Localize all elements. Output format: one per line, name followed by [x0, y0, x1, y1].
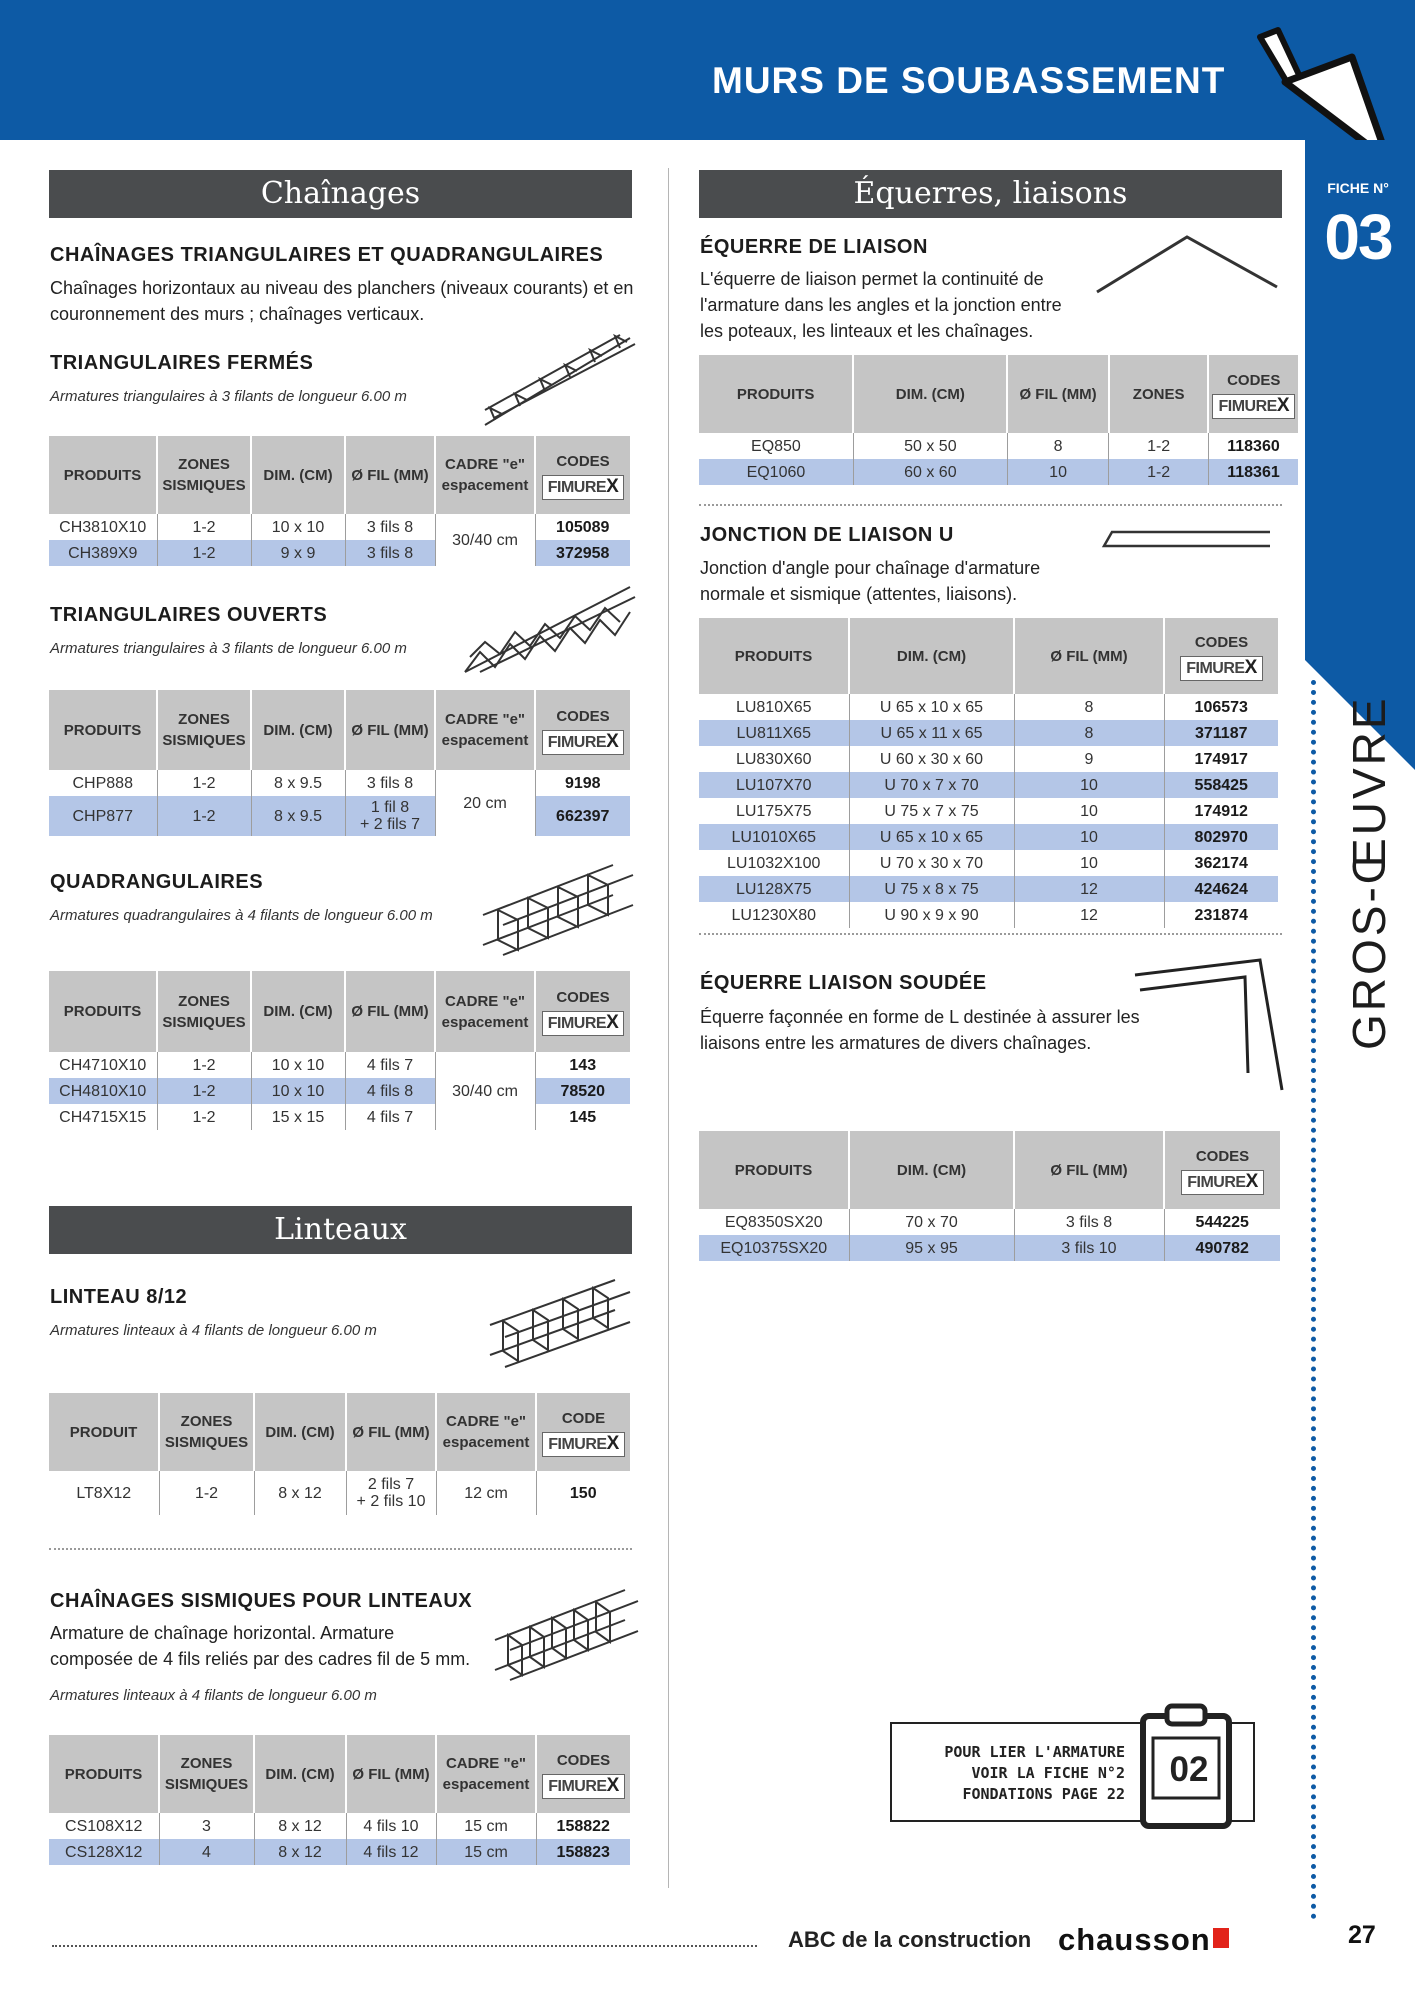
fiche-number: 03	[1324, 201, 1392, 273]
fimurex-logo: FIMUREX	[1180, 656, 1263, 681]
col-header-codes: CODES FIMUREX	[535, 436, 630, 514]
jonction-u-image	[1100, 528, 1275, 552]
table-row: LU1032X100 U 70 x 30 x 70 10 362174	[699, 850, 1278, 876]
column-divider	[668, 168, 669, 1888]
subsection-description: Équerre façonnée en forme de L destinée à assurer les liaisons entre les armatures de divers chaînages.	[700, 1007, 1140, 1053]
subsection-heading: ÉQUERRE DE LIAISON	[700, 236, 928, 258]
rebar-triangular-open-image	[460, 582, 640, 677]
table-jonction-u	[699, 618, 1278, 928]
col-header: CADRE "e" espacement	[435, 690, 535, 770]
table-row: LU810X65 U 65 x 10 x 65 8 106573	[699, 694, 1278, 720]
table-row: LU128X75 U 75 x 8 x 75 12 424624	[699, 876, 1278, 902]
section-band-linteaux: Linteaux	[49, 1206, 632, 1254]
col-header: ZONES SISMIQUES	[157, 436, 251, 514]
table-quadrangulaires	[49, 971, 630, 1130]
col-header: PRODUITS	[49, 971, 157, 1052]
table-row: LU811X65 U 65 x 11 x 65 8 371187	[699, 720, 1278, 746]
col-header-codes: CODES FIMUREX	[535, 690, 630, 770]
col-header: DIM. (CM)	[254, 1735, 346, 1813]
fimurex-logo: FIMUREX	[542, 1774, 625, 1799]
footer-title: ABC de la construction	[788, 1927, 1032, 1952]
brand-mark-icon	[1213, 1928, 1229, 1948]
col-header: PRODUITS	[699, 618, 849, 694]
table-row: EQ850 50 x 50 8 1-2 118360	[699, 433, 1298, 459]
col-header: DIM. (CM)	[251, 971, 345, 1052]
col-header-codes: CODES FIMUREX	[1164, 1131, 1280, 1209]
col-header: CADRE "e" espacement	[435, 971, 535, 1052]
col-header: Ø FIL (MM)	[345, 690, 435, 770]
col-header-codes: CODE FIMUREX	[536, 1393, 630, 1471]
col-header: ZONES SISMIQUES	[159, 1393, 254, 1471]
table-row: CH389X9 1-2 9 x 9 3 fils 8 372958	[49, 540, 630, 566]
col-header: DIM. (CM)	[251, 436, 345, 514]
col-header: PRODUITS	[699, 355, 853, 433]
table-row: LU830X60 U 60 x 30 x 60 9 174917	[699, 746, 1278, 772]
subsection-note: Armatures triangulaires à 3 filants de longueur 6.00 m	[50, 640, 407, 657]
subsection-heading: ÉQUERRE LIAISON SOUDÉE	[700, 972, 987, 994]
equerre-soudee-image	[1130, 955, 1290, 1095]
separator	[49, 1548, 632, 1550]
table-equerre-liaison	[699, 355, 1298, 485]
col-header: PRODUITS	[699, 1131, 849, 1209]
subsection-note: Armatures triangulaires à 3 filants de longueur 6.00 m	[50, 388, 407, 405]
col-header: ZONES SISMIQUES	[157, 971, 251, 1052]
col-header: CADRE "e" espacement	[435, 436, 535, 514]
col-header: DIM. (CM)	[853, 355, 1007, 433]
rebar-quadrangular-image	[478, 860, 638, 960]
subsection-heading: TRIANGULAIRES OUVERTS	[50, 604, 328, 626]
table-row: CH4710X10 1-2 10 x 10 4 fils 7 30/40 cm 143	[49, 1052, 630, 1078]
separator	[699, 504, 1282, 506]
col-header: Ø FIL (MM)	[345, 436, 435, 514]
col-header: ZONES SISMIQUES	[159, 1735, 254, 1813]
page-number: 27	[1348, 1921, 1376, 1949]
fimurex-logo: FIMUREX	[542, 730, 625, 755]
table-row: LT8X12 1-2 8 x 12 2 fils 7 + 2 fils 10 12 cm 150	[49, 1471, 630, 1515]
col-header-codes: CODES FIMUREX	[536, 1735, 630, 1813]
equerre-liaison-image	[1092, 232, 1282, 302]
table-row: LU1230X80 U 90 x 9 x 90 12 231874	[699, 902, 1278, 928]
col-header-codes: CODES FIMUREX	[535, 971, 630, 1052]
fimurex-logo: FIMUREX	[542, 1011, 625, 1036]
col-header: Ø FIL (MM)	[346, 1393, 436, 1471]
col-header: Ø FIL (MM)	[1007, 355, 1108, 433]
subsection-description: Jonction d'angle pour chaînage d'armature normale et sismique (attentes, liaisons).	[700, 558, 1041, 604]
table-row: LU175X75 U 75 x 7 x 75 10 174912	[699, 798, 1278, 824]
subsection-note: Armatures linteaux à 4 filants de longueur 6.00 m	[50, 1322, 377, 1339]
table-row: CH4715X15 1-2 15 x 15 4 fils 7 145	[49, 1104, 630, 1130]
section-band-chainages: Chaînages	[49, 170, 632, 218]
col-header: PRODUITS	[49, 690, 157, 770]
table-row: CHP877 1-2 8 x 9.5 1 fil 8 + 2 fils 7 662397	[49, 796, 630, 836]
col-header: DIM. (CM)	[849, 1131, 1014, 1209]
subsection-heading: QUADRANGULAIRES	[50, 871, 264, 893]
col-header: ZONES SISMIQUES	[157, 690, 251, 770]
col-header-codes: CODES FIMUREX	[1208, 355, 1298, 433]
rebar-seismic-image	[490, 1585, 640, 1685]
table-row: CS128X12 4 8 x 12 4 fils 12 15 cm 158823	[49, 1839, 630, 1865]
subsection-description: L'équerre de liaison permet la continuité de l'armature dans les angles et la jonction entre les poteaux, les linteaux et les chaînages.	[700, 269, 1062, 341]
col-header: CADRE "e" espacement	[436, 1735, 536, 1813]
rebar-triangular-closed-image	[480, 330, 640, 430]
col-header: ZONES	[1109, 355, 1209, 433]
col-header: PRODUIT	[49, 1393, 159, 1471]
callout-fiche-number: 02	[1169, 1750, 1209, 1789]
subsection-heading: LINTEAU 8/12	[50, 1286, 188, 1308]
table-linteau-8-12	[49, 1393, 630, 1515]
fiche-label: FICHE N°	[1327, 180, 1389, 196]
rebar-linteau-image	[485, 1275, 635, 1370]
table-row: EQ10375SX20 95 x 95 3 fils 10 490782	[699, 1235, 1280, 1261]
fimurex-logo: FIMUREX	[1181, 1170, 1264, 1195]
table-row: LU107X70 U 70 x 7 x 70 10 558425	[699, 772, 1278, 798]
fimurex-logo: FIMUREX	[542, 475, 625, 500]
col-header: Ø FIL (MM)	[346, 1735, 436, 1813]
subsection-note: Armatures quadrangulaires à 4 filants de longueur 6.00 m	[50, 907, 433, 924]
section-band-equerres: Équerres, liaisons	[699, 170, 1282, 218]
table-triangulaires-ouverts	[49, 690, 630, 836]
col-header: Ø FIL (MM)	[345, 971, 435, 1052]
table-row: CS108X12 3 8 x 12 4 fils 10 15 cm 158822	[49, 1813, 630, 1839]
fimurex-logo: FIMUREX	[1212, 394, 1295, 419]
subsection-heading: TRIANGULAIRES FERMÉS	[50, 352, 314, 374]
col-header: DIM. (CM)	[849, 618, 1014, 694]
table-row: LU1010X65 U 65 x 10 x 65 10 802970	[699, 824, 1278, 850]
table-equerre-soudee	[699, 1131, 1280, 1261]
table-row: EQ8350SX20 70 x 70 3 fils 8 544225	[699, 1209, 1280, 1235]
subsection-heading: JONCTION DE LIAISON U	[700, 524, 954, 546]
subsection-note: Armatures linteaux à 4 filants de longueur 6.00 m	[50, 1687, 377, 1704]
subsection-description: Armature de chaînage horizontal. Armature composée de 4 fils reliés par des cadres fil de 5 mm.	[50, 1623, 471, 1669]
subsection-heading: CHAÎNAGES SISMIQUES POUR LINTEAUX	[50, 1590, 473, 1612]
footer-separator	[52, 1945, 757, 1947]
col-header-codes: CODES FIMUREX	[1164, 618, 1278, 694]
separator	[699, 933, 1282, 935]
page-title: MURS DE SOUBASSEMENT	[712, 60, 1226, 101]
table-row: CHP888 1-2 8 x 9.5 3 fils 8 20 cm 9198	[49, 770, 630, 796]
brand-logo: chausson	[1058, 1922, 1229, 1958]
section-label: GROS-ŒUVRE	[1343, 695, 1395, 1050]
section-heading: CHAÎNAGES TRIANGULAIRES ET QUADRANGULAIRES	[50, 244, 604, 266]
section-description: Chaînages horizontaux au niveau des planchers (niveaux courants) et en couronnement des murs ; chaînages verticaux.	[50, 278, 634, 324]
callout-text: POUR LIER L'ARMATURE VOIR LA FICHE N°2 FONDATIONS PAGE 22	[944, 1743, 1125, 1803]
col-header: PRODUITS	[49, 1735, 159, 1813]
side-dotted-line	[1311, 680, 1316, 1920]
fimurex-logo: FIMUREX	[542, 1432, 625, 1457]
col-header: Ø FIL (MM)	[1014, 1131, 1164, 1209]
table-chainages-sismiques	[49, 1735, 630, 1865]
table-row: CH4810X10 1-2 10 x 10 4 fils 8 78520	[49, 1078, 630, 1104]
col-header: Ø FIL (MM)	[1014, 618, 1164, 694]
table-row: EQ1060 60 x 60 10 1-2 118361	[699, 459, 1298, 485]
table-triangulaires-fermes	[49, 436, 630, 566]
col-header: CADRE "e" espacement	[436, 1393, 536, 1471]
col-header: PRODUITS	[49, 436, 157, 514]
col-header: DIM. (CM)	[254, 1393, 346, 1471]
col-header: DIM. (CM)	[251, 690, 345, 770]
table-row: CH3810X10 1-2 10 x 10 3 fils 8 30/40 cm 105089	[49, 514, 630, 540]
